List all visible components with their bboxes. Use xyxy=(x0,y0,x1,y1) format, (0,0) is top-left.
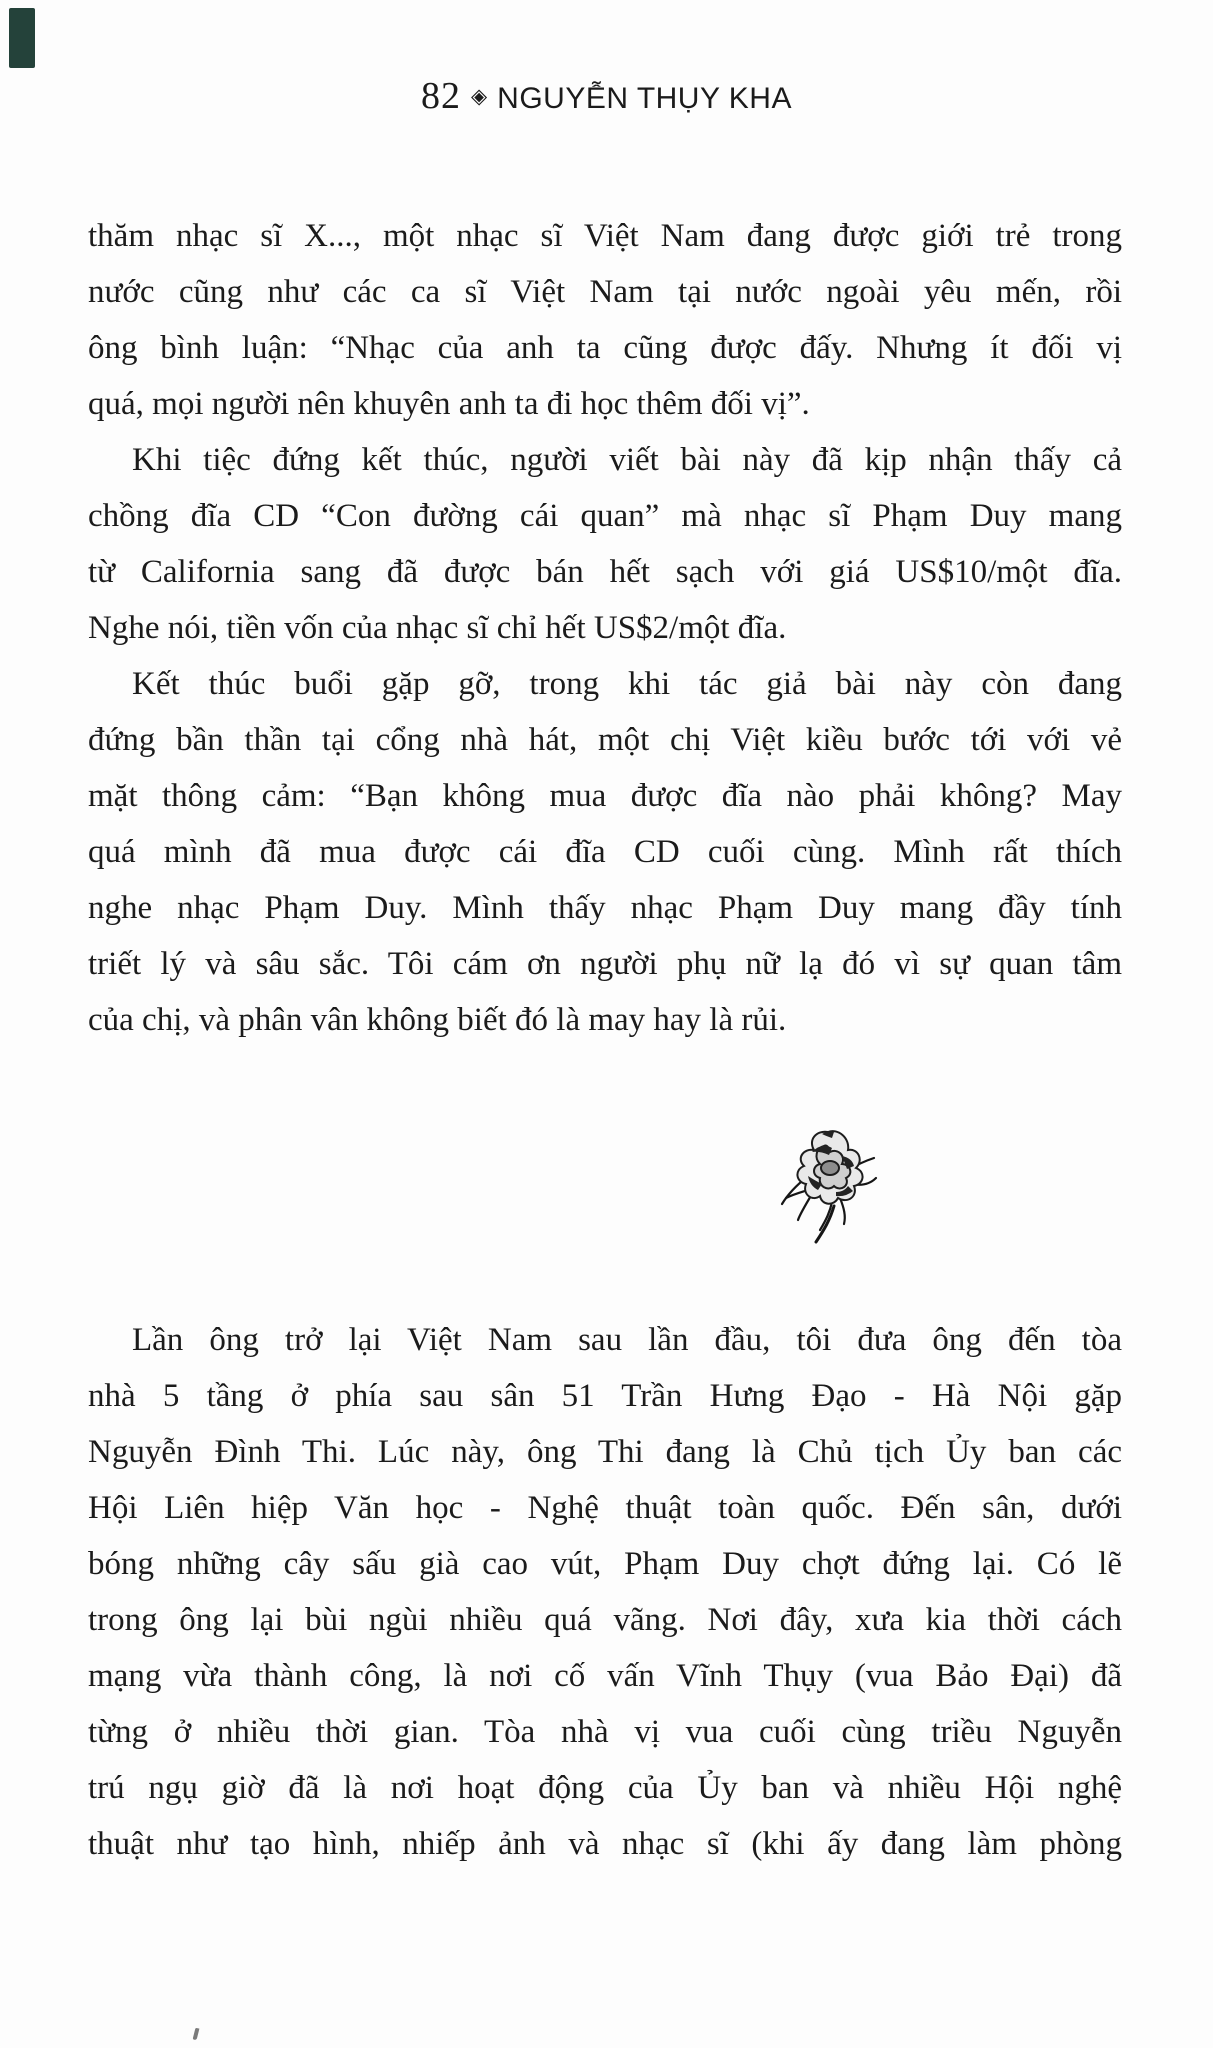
flower-ornament xyxy=(778,1106,878,1256)
flower-ornament-drawing xyxy=(778,1106,878,1256)
text-line: nghe nhạc Phạm Duy. Mình thấy nhạc Phạm Duy mang đầy tính xyxy=(88,890,1122,926)
text-block-lower xyxy=(88,1312,1122,1872)
diamond-icon: ◈ xyxy=(471,84,488,108)
text-line: từng ở nhiều thời gian. Tòa nhà vị vua cuối cùng triều Nguyễn xyxy=(88,1714,1122,1750)
text-line: mặt thông cảm: “Bạn không mua được đĩa nào phải không? May xyxy=(88,778,1122,814)
text-line: ông bình luận: “Nhạc của anh ta cũng được đấy. Nhưng ít đối vị xyxy=(88,330,1122,366)
text-line: Hội Liên hiệp Văn học - Nghệ thuật toàn quốc. Đến sân, dưới xyxy=(88,1490,1122,1526)
text-line: Nguyễn Đình Thi. Lúc này, ông Thi đang là Chủ tịch Ủy ban các xyxy=(88,1434,1122,1470)
text-line: trú ngụ giờ đã là nơi hoạt động của Ủy ban và nhiều Hội nghệ xyxy=(88,1770,1122,1806)
running-header xyxy=(0,74,1213,118)
text-line: Kết thúc buổi gặp gỡ, trong khi tác giả bài này còn đang xyxy=(132,666,1122,702)
text-line: bóng những cây sấu già cao vút, Phạm Duy chợt đứng lại. Có lẽ xyxy=(88,1546,1122,1582)
text-line: trong ông lại bùi ngùi nhiều quá vãng. Nơi đây, xưa kia thời cách xyxy=(88,1602,1122,1638)
text-line: Khi tiệc đứng kết thúc, người viết bài này đã kịp nhận thấy cả xyxy=(132,442,1122,478)
running-head-author: NGUYỄN THỤY KHA xyxy=(497,82,792,115)
text-line: nhà 5 tầng ở phía sau sân 51 Trần Hưng Đạo - Hà Nội gặp xyxy=(88,1378,1122,1414)
text-line: chồng đĩa CD “Con đường cái quan” mà nhạc sĩ Phạm Duy mang xyxy=(88,498,1122,534)
text-line: Lần ông trở lại Việt Nam sau lần đầu, tôi đưa ông đến tòa xyxy=(132,1322,1122,1358)
text-line: đứng bần thần tại cổng nhà hát, một chị Việt kiều bước tới với vẻ xyxy=(88,722,1122,758)
paragraph xyxy=(88,1312,1122,1872)
text-line: quá, mọi người nên khuyên anh ta đi học thêm đối vị”. xyxy=(88,386,810,422)
paragraph xyxy=(88,432,1122,656)
text-line: Nghe nói, tiền vốn của nhạc sĩ chỉ hết US$2/một đĩa. xyxy=(88,610,787,646)
text-line: mạng vừa thành công, là nơi cố vấn Vĩnh Thụy (vua Bảo Đại) đã xyxy=(88,1658,1122,1694)
text-line: quá mình đã mua được cái đĩa CD cuối cùng. Mình rất thích xyxy=(88,834,1122,870)
text-block-upper xyxy=(88,208,1122,1048)
scan-artifact-corner xyxy=(9,8,35,68)
text-line: thăm nhạc sĩ X..., một nhạc sĩ Việt Nam đang được giới trẻ trong xyxy=(88,218,1122,254)
text-line: của chị, và phân vân không biết đó là may hay là rủi. xyxy=(88,1002,787,1038)
text-line: nước cũng như các ca sĩ Việt Nam tại nước ngoài yêu mến, rồi xyxy=(88,274,1122,310)
page-number: 82 xyxy=(421,75,462,117)
paragraph xyxy=(88,208,1122,432)
text-line: từ California sang đã được bán hết sạch với giá US$10/một đĩa. xyxy=(88,554,1122,590)
text-line: thuật như tạo hình, nhiếp ảnh và nhạc sĩ (khi ấy đang làm phòng xyxy=(88,1826,1122,1862)
text-line: triết lý và sâu sắc. Tôi cám ơn người phụ nữ lạ đó vì sự quan tâm xyxy=(88,946,1122,982)
paragraph xyxy=(88,656,1122,1048)
scan-speck xyxy=(193,2028,200,2041)
